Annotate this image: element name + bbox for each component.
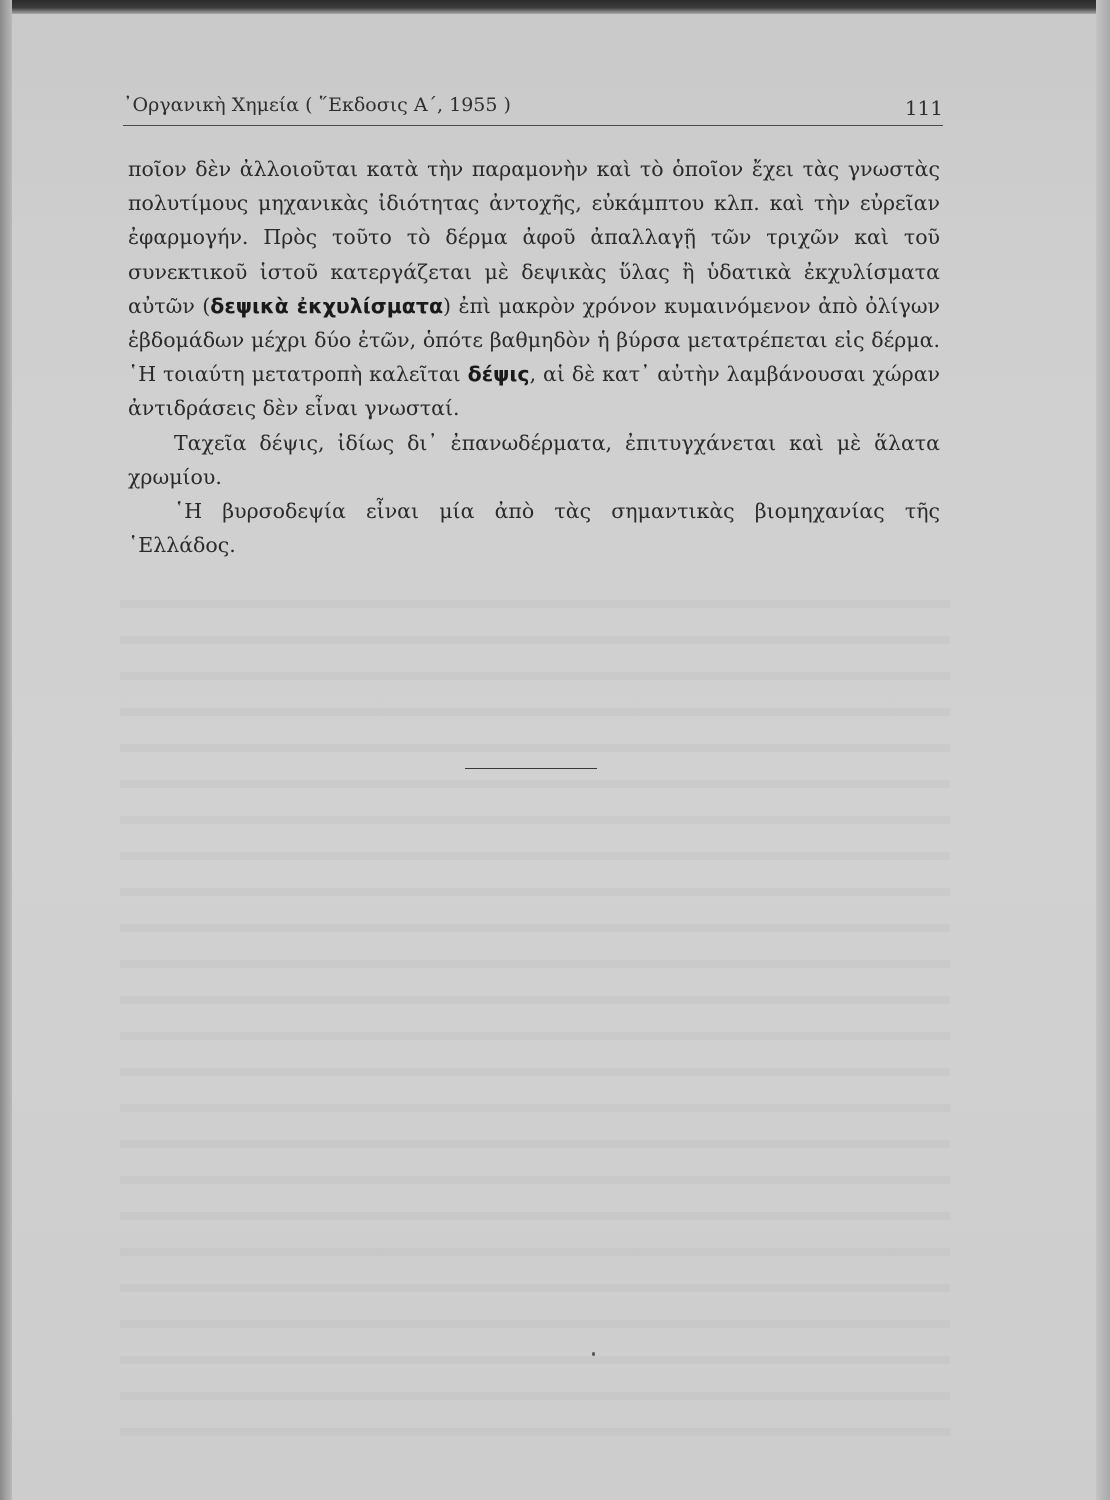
- page-header: [123, 92, 943, 128]
- bleed-through-shadow: [120, 600, 950, 1460]
- scan-top-edge: [0, 0, 1110, 14]
- term-tanning: δέψις: [467, 362, 530, 387]
- running-title: ᾿Οργανικὴ Χημεία ( ῞Εκδοσις Α΄, 1955 ): [123, 94, 511, 116]
- paragraph-2: Ταχεῖα δέψις, ἰδίως δι᾿ ἐπανωδέρματα, ἐπιτυγχάνεται καὶ μὲ ἅλατα χρωμίου.: [128, 430, 940, 489]
- paragraph-3: ῾Η βυρσοδεψία εἶναι μία ἀπὸ τὰς σημαντικὰς βιομηχανίας τῆς ῾Ελλάδος.: [128, 499, 940, 558]
- dust-speck: [592, 1352, 595, 1356]
- section-end-rule: [465, 768, 597, 769]
- paragraph-1-text-a: ποῖον δὲν ἀλλοιοῦται κατὰ τὴν παραμονὴν καὶ τὸ ὁποῖον ἔχει τὰς γνωστὰς πολυτίμους μηχανικὰς ἰδιότητας ἀντοχῆς, εὐκάμπτου κλπ. καὶ τὴν εὐρεῖαν ἐφαρμογήν. Πρὸς τοῦτο τὸ δέρμα ἀφοῦ ἀπαλλαγῇ τῶν τριχῶν καὶ τοῦ συνεκτικοῦ ἱστοῦ κατεργάζεται μὲ δεψικὰς ὕλας ἢ ὑδατικὰ ἐκχυλίσματα αὐτῶν (: [128, 157, 940, 318]
- page-number: 111: [904, 96, 943, 120]
- term-tanning-extracts: δεψικὰ ἐκχυλίσματα: [210, 293, 444, 318]
- scan-left-edge: [0, 0, 12, 1500]
- paragraph-1-text-c: , αἱ δὲ κατ᾿ αὐτὴν λαμβάνουσαι χώραν ἀντιδράσεις δὲν εἶναι γνωσταί.: [128, 362, 940, 421]
- body-text: [128, 152, 940, 562]
- paragraph-1-text-b: ) ἐπὶ μακρὸν χρόνον κυμαινόμενον ἀπὸ ὀλίγων ἑβδομάδων μέχρι δύο ἐτῶν, ὁπότε βαθμηδὸν ἡ βύρσα μετατρέπεται εἰς δέρμα. ῾Η τοιαύτη μετατροπὴ καλεῖται: [128, 293, 940, 387]
- header-rule: [123, 125, 943, 126]
- paragraph-1: [128, 152, 940, 426]
- scan-right-edge: [1096, 0, 1110, 1500]
